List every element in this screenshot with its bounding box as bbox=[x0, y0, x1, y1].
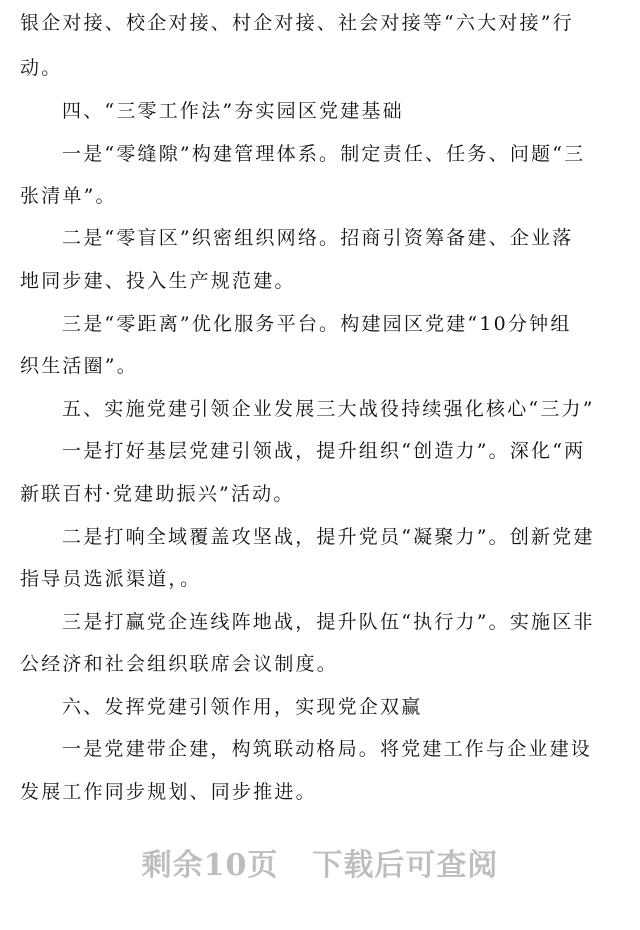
section-heading: 四、“三零工作法”夯实园区党建基础 bbox=[62, 100, 404, 122]
text-line: 公经济和社会组织联席会议制度。 bbox=[20, 653, 339, 675]
text-line: 二是“零盲区”织密组织网络。招商引资筹备建、企业落 bbox=[62, 227, 574, 249]
text-line: 新联百村·党建助振兴”活动。 bbox=[20, 483, 295, 505]
section-heading: 六、发挥党建引领作用，实现党企双赢 bbox=[62, 696, 423, 718]
download-to-view-label: 下载后可查阅 bbox=[312, 848, 499, 883]
text-line: 张清单”。 bbox=[20, 185, 117, 207]
text-line: 发展工作同步规划、同步推进。 bbox=[20, 781, 317, 803]
text-line: 二是打响全域覆盖攻坚战，提升党员“凝聚力”。创新党建 bbox=[62, 526, 595, 548]
text-line: 地同步建、投入生产规范建。 bbox=[20, 270, 296, 292]
text-line: 三是打赢党企连线阵地战，提升队伍“执行力”。实施区非 bbox=[62, 611, 595, 633]
text-line: 动。 bbox=[20, 57, 63, 79]
section-heading: 五、实施党建引领企业发展三大战役持续强化核心“三力” bbox=[62, 398, 595, 420]
download-prompt[interactable] bbox=[0, 846, 640, 886]
text-line: 银企对接、校企对接、村企对接、社会对接等“六大对接”行 bbox=[20, 12, 574, 34]
remaining-pages-label: 剩余10页 bbox=[141, 848, 279, 883]
text-line: 一是党建带企建，构筑联动格局。将党建工作与企业建设 bbox=[62, 738, 593, 760]
text-line: 织生活圈”。 bbox=[20, 355, 138, 377]
text-line: 指导员选派渠道，。 bbox=[20, 568, 202, 590]
text-line: 三是“零距离”优化服务平台。构建园区党建“10分钟组 bbox=[62, 313, 572, 335]
text-line: 一是“零缝隙”构建管理体系。制定责任、任务、问题“三 bbox=[62, 143, 586, 165]
text-line: 一是打好基层党建引领战，提升组织“创造力”。深化“两 bbox=[62, 440, 586, 462]
